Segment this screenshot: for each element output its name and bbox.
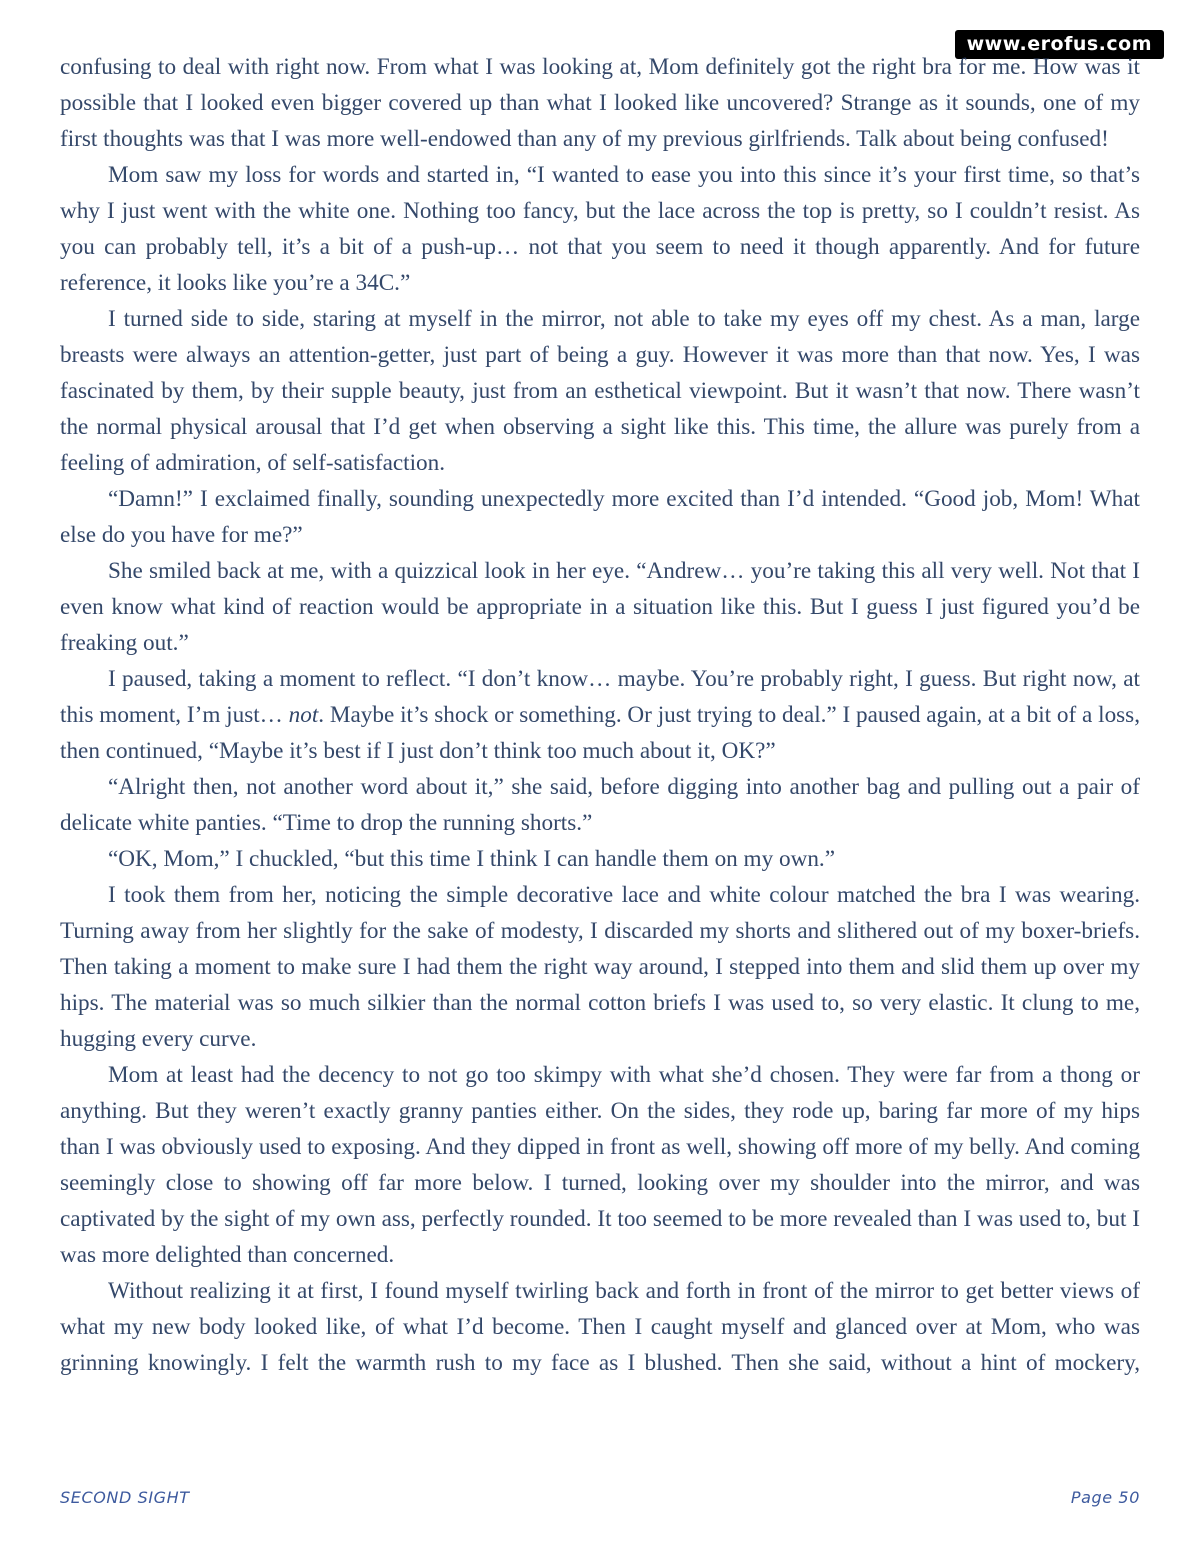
paragraph: I turned side to side, staring at myself in the mirror, not able to take my eyes off my chest. As a man, large breasts were always an attention-getter, just part of being a guy. However it was more than that now. Yes, I was fascinated by them, by their supple beauty, just from an esthetical viewpoint. But it wasn’t that now. There wasn’t the normal physical arousal that I’d get when observing a sight like this. This time, the allure was purely from a feeling of admiration, of self-satisfaction. [60,306,1140,476]
site-watermark: www.erofus.com [955,30,1164,59]
paragraph: She smiled back at me, with a quizzical look in her eye. “Andrew… you’re taking this all very well. Not that I even know what kind of reaction would be appropriate in a situation like this. But I guess I just figured you’d be freaking out.” [60,558,1140,656]
paragraph: confusing to deal with right now. From what I was looking at, Mom definitely got the right bra for me. How was it possible that I looked even bigger covered up than what I looked like uncovered? Strange as it sounds, one of my first thoughts was that I was more well-endowed than any of my previous girlfriends. Talk about being confused! [60,54,1140,152]
page-body [60,49,1140,1381]
paragraph: “OK, Mom,” I chuckled, “but this time I think I can handle them on my own.” [108,846,836,872]
paragraph: Mom at least had the decency to not go too skimpy with what she’d chosen. They were far from a thong or anything. But they weren’t exactly granny panties either. On the sides, they rode up, baring far more of my hips than I was obviously used to exposing. And they dipped in front as well, showing off more of my belly. And coming seemingly close to showing off far more below. I turned, looking over my shoulder into the mirror, and was captivated by the sight of my own ass, perfectly rounded. It too seemed to be more revealed than I was used to, but I was more delighted than concerned. [60,1062,1140,1268]
footer-page-number: Page 50 [1070,1488,1140,1507]
paragraph-text: I paused, taking a moment to reflect. “I don’t know… maybe. You’re probably right, I guess. But right now, at this moment, I’m just… [60,666,1140,728]
emphasized-word: not [288,702,319,728]
paragraph [60,661,1140,769]
paragraph: “Alright then, not another word about it,” she said, before digging into another bag and pulling out a pair of delicate white panties. “Time to drop the running shorts.” [60,774,1140,836]
paragraph: I took them from her, noticing the simple decorative lace and white colour matched the bra I was wearing. Turning away from her slightly for the sake of modesty, I discarded my shorts and slithered out of my boxer-briefs. Then taking a moment to make sure I had them the right way around, I stepped into them and slid them up over my hips. The material was so much silkier than the normal cotton briefs I was used to, so very elastic. It clung to me, hugging every curve. [60,882,1140,1052]
paragraph: “Damn!” I exclaimed finally, sounding unexpectedly more excited than I’d intended. “Good job, Mom! What else do you have for me?” [60,486,1140,548]
paragraph: Mom saw my loss for words and started in, “I wanted to ease you into this since it’s your first time, so that’s why I just went with the white one. Nothing too fancy, but the lace across the top is pretty, so I couldn’t resist. As you can probably tell, it’s a bit of a push-up… not that you seem to need it though apparently. And for future reference, it looks like you’re a 34C.” [60,162,1140,296]
footer-book-title: SECOND SIGHT [60,1488,190,1507]
paragraph-text: . Maybe it’s shock or something. Or just trying to deal.” I paused again, at a bit of a loss, then continued, “Maybe it’s best if I just don’t think too much about it, OK?” [60,702,1141,764]
paragraph: Without realizing it at first, I found myself twirling back and forth in front of the mirror to get better views of what my new body looked like, of what I’d become. Then I caught myself and glanced over at Mom, who was grinning knowingly. I felt the warmth rush to my face as I blushed. Then she said, without a hint of mockery, [60,1278,1140,1376]
